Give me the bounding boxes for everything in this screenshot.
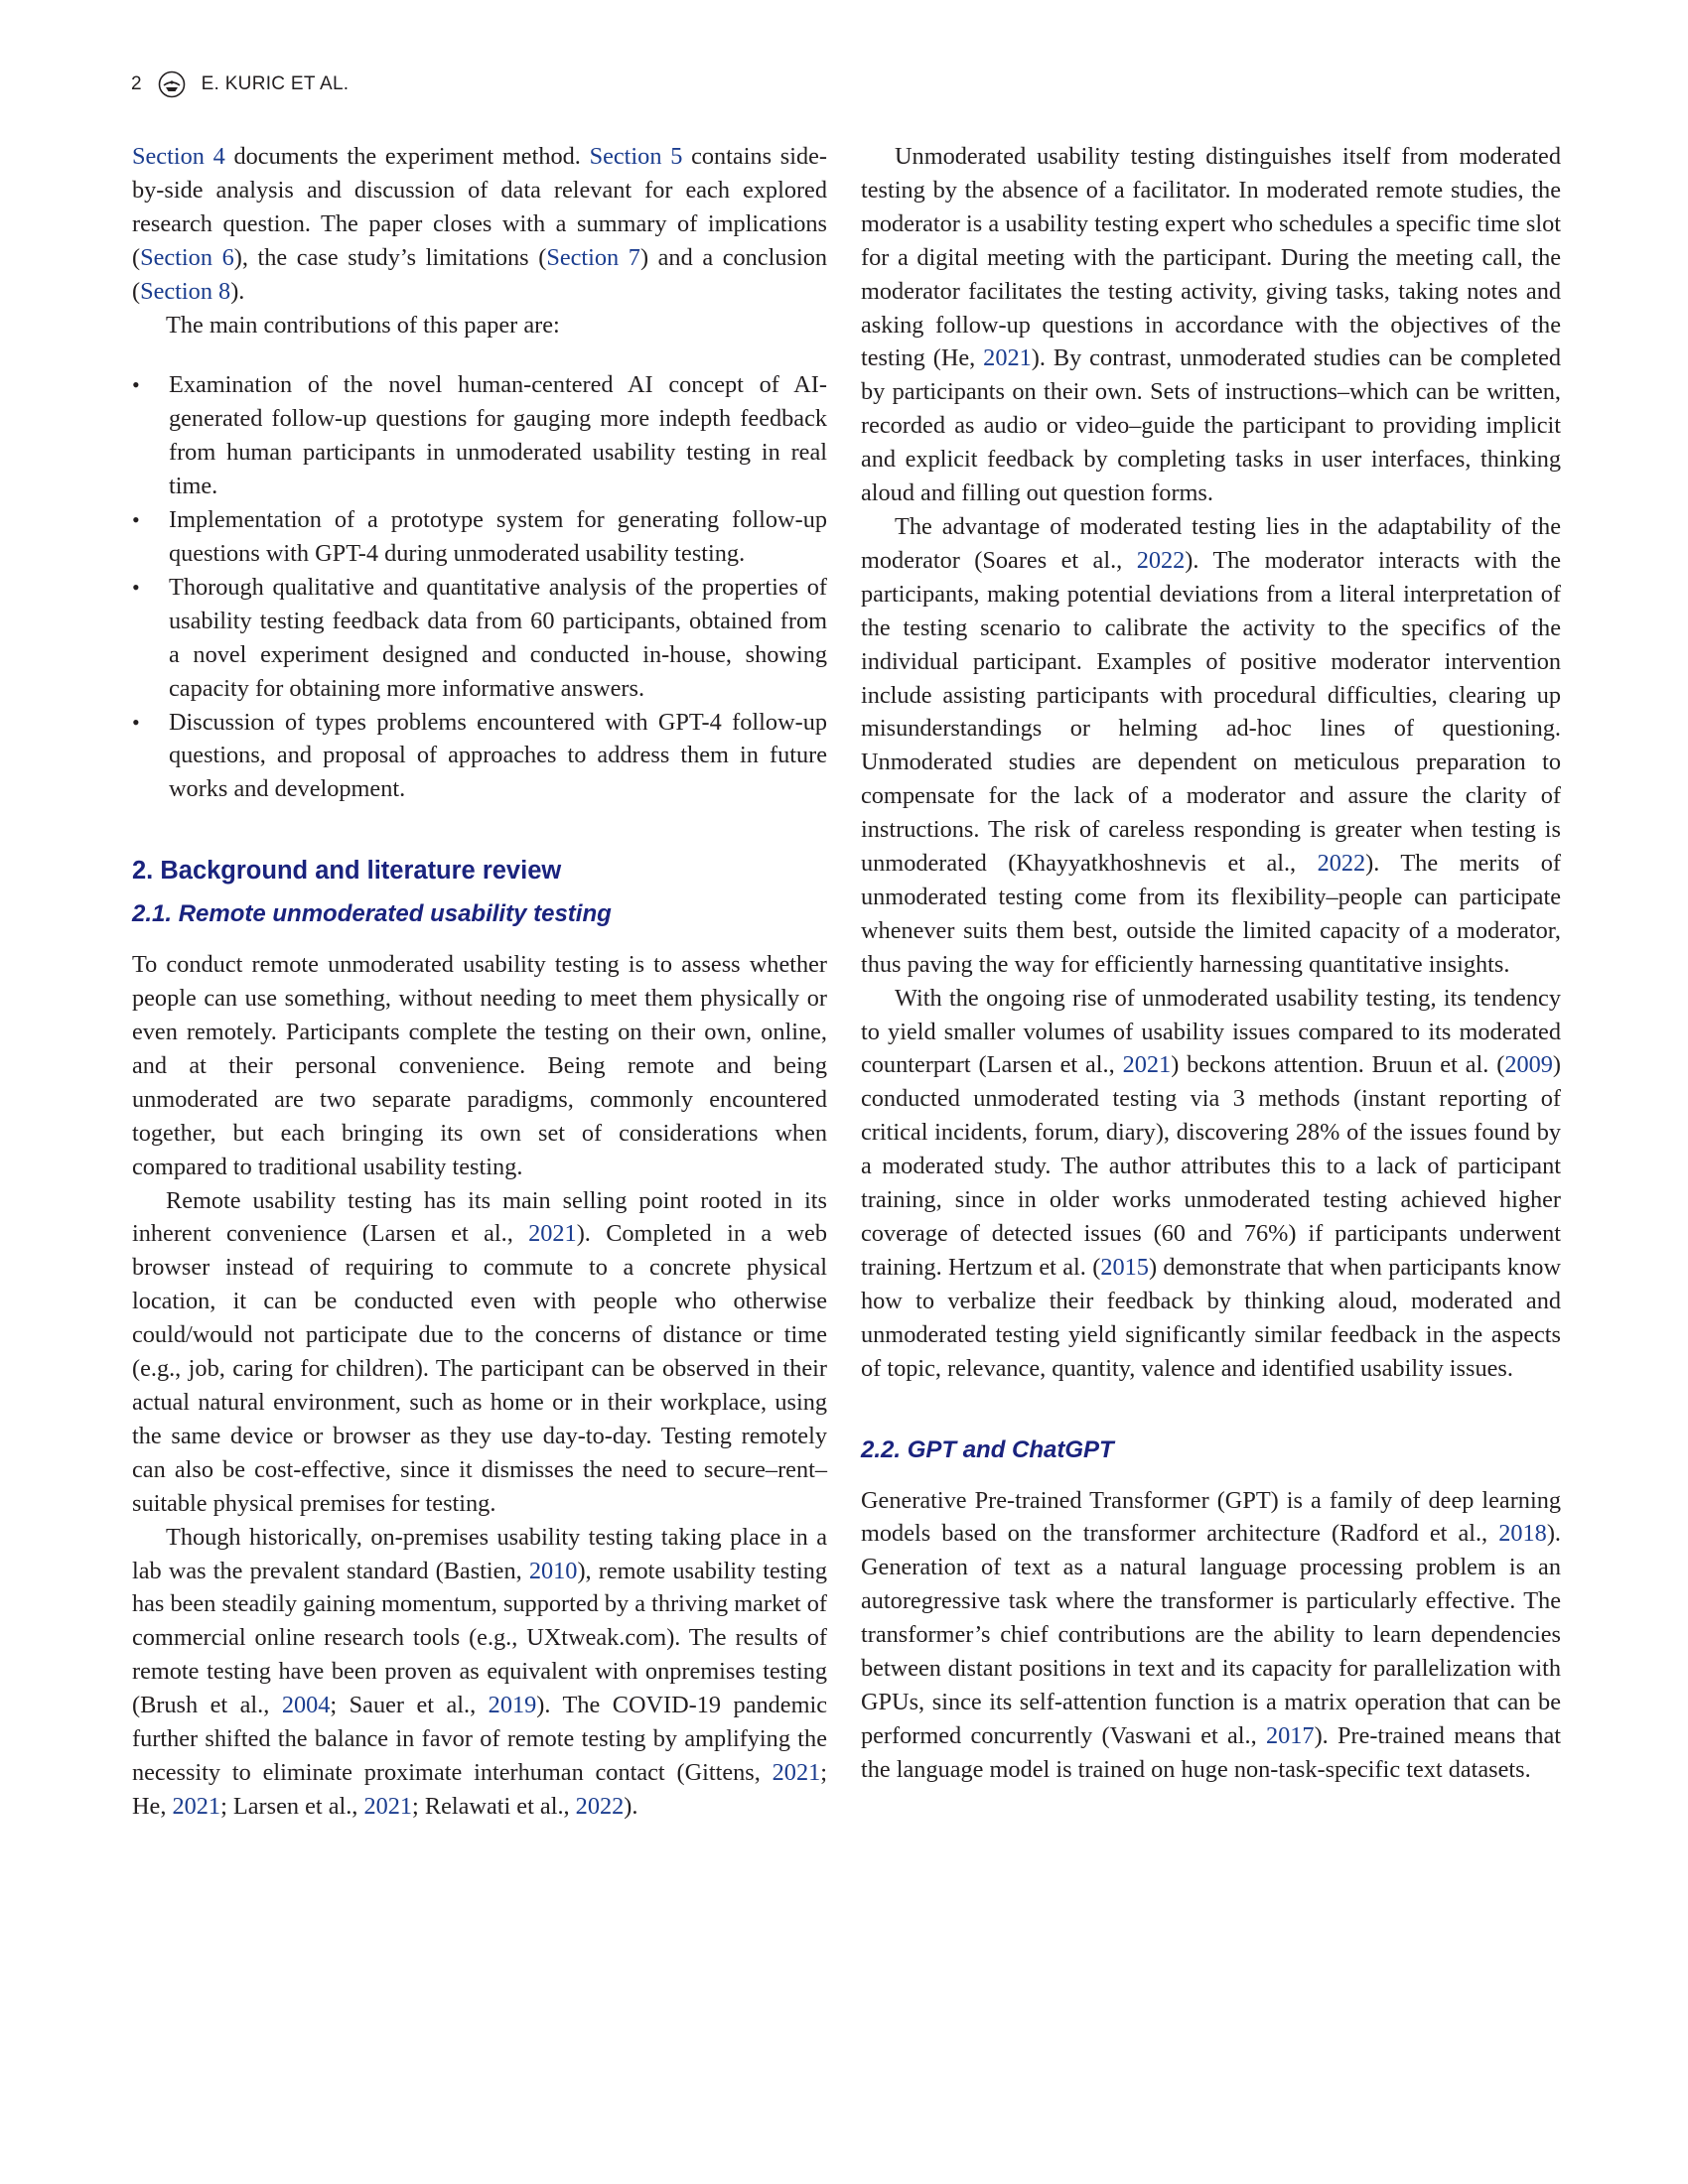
reference-link[interactable]: 2010 xyxy=(528,1557,578,1584)
text-run: ; Sauer et al., xyxy=(330,1692,489,1719)
text-run: ; Relawati et al., xyxy=(412,1792,576,1820)
text-run: ) conducted unmoderated testing via 3 methods (instant reporting of critical incidents, forum, diary), discovering 28% of the issues found by a moderated study. The author attributes this to a lack of participant training, since in older works unmoderated testing achieved higher coverage of detected issues (60 and 76%) if participants underwent training. Hertzum et al. ( xyxy=(861,1051,1561,1281)
body-paragraph xyxy=(861,510,1561,982)
left-column xyxy=(132,140,827,1824)
publisher-logo-icon xyxy=(158,70,186,98)
body-paragraph xyxy=(132,1184,827,1521)
text-run: Remote usability testing has its main selling point rooted in its inherent convenience (Larsen et al., xyxy=(132,1186,827,1248)
text-run: ; Larsen et al., xyxy=(220,1792,364,1820)
text-run: ). Pre-trained means that the language model is trained on huge non-task-specific text datasets. xyxy=(861,1721,1561,1783)
list-item xyxy=(132,571,827,706)
reference-link[interactable]: Section 7 xyxy=(546,243,640,271)
text-run: contains side-by-side analysis and discussion of data relevant for each explored research question. The paper closes with a summary of implications ( xyxy=(132,143,828,271)
text-run: ). Generation of text as a natural language processing problem is an autoregressive task where the transformer is particularly effective. The transformer’s chief contributions are the ability to learn dependencies between distant positions in text and its capacity for parallelization with GPUs, since its self-attention function is a matrix operation that can be performed concurrently (Vaswani et al., xyxy=(861,1520,1561,1749)
text-run: ). xyxy=(624,1792,638,1820)
reference-link[interactable]: 2021 xyxy=(528,1220,577,1248)
reference-link[interactable]: 2021 xyxy=(363,1792,413,1820)
reference-link[interactable]: 2021 xyxy=(172,1792,221,1820)
body-paragraph xyxy=(132,1521,827,1824)
page-number: 2 xyxy=(131,73,142,94)
text-run: With the ongoing rise of unmoderated usability testing, its tendency to yield smaller volumes of usability issues compared to its moderated counterpart (Larsen et al., xyxy=(861,984,1561,1079)
body-paragraph xyxy=(861,140,1561,510)
text-run: ). Completed in a web browser instead of requiring to commute to a concrete physical location, it can be conducted even with people who otherwise could/would not participate due to the concerns of distance or time (e.g., job, caring for children). The participant can be observed in their actual natural environment, such as home or in their workplace, using the same device or browser as they use day-to-day. Testing remotely can also be cost-effective, since it dismisses the need to secure–rent–suitable physical premises for testing. xyxy=(132,1220,827,1517)
contributions-list xyxy=(132,368,827,806)
reference-link[interactable]: Section 6 xyxy=(140,243,234,271)
text-run: Generative Pre-trained Transformer (GPT) is a family of deep learning models based on the transformer architecture (Radford et al., xyxy=(861,1486,1561,1548)
reference-link[interactable]: 2019 xyxy=(488,1692,537,1719)
right-column xyxy=(861,140,1561,1787)
bullet-icon: • xyxy=(132,709,140,735)
reference-link[interactable]: Section 5 xyxy=(589,143,683,170)
running-head xyxy=(131,69,349,99)
body-paragraph: To conduct remote unmoderated usability testing is to assess whether people can use something, without needing to meet them physically or even remotely. Participants complete the testing on their own, online, and at their personal convenience. Being remote and being unmoderated are two separate paradigms, commonly encountered together, but each bringing its own set of considerations when compared to traditional usability testing. xyxy=(132,951,827,1180)
body-paragraph xyxy=(861,1484,1561,1787)
list-item-text: Discussion of types problems encountered with GPT-4 follow-up questions, and proposal of approaches to address them in future works and development. xyxy=(169,708,827,803)
section-heading: 2. Background and literature review xyxy=(132,857,562,886)
text-run: ) and a conclusion ( xyxy=(132,243,827,305)
reference-link[interactable]: 2015 xyxy=(1100,1253,1149,1281)
text-run: ). The merits of unmoderated testing come from its flexibility–people can participate whenever suits them best, outside the limited capacity of a moderator, thus paving the way for efficiently harnessing quantitative insights. xyxy=(861,850,1561,978)
bullet-icon: • xyxy=(132,507,140,533)
bullet-icon: • xyxy=(132,372,140,398)
text-run: ). xyxy=(230,277,245,305)
list-item xyxy=(132,503,827,571)
text-run: ). The moderator interacts with the participants, making potential deviations from a literal interpretation of the testing scenario to calibrate the activity to the specifics of the individual participant. Examples of positive moderator intervention include assisting participants with procedural difficulties, clearing up misunderstandings or helming ad-hoc lines of questioning. Unmoderated studies are dependent on meticulous preparation to compensate for the lack of a moderator and assure the clarity of instructions. The risk of careless responding is greater when testing is unmoderated (Khayyatkhoshnevis et al., xyxy=(861,546,1561,878)
reference-link[interactable]: 2018 xyxy=(1498,1520,1547,1548)
text-run: ; He, xyxy=(132,1758,827,1820)
reference-link[interactable]: Section 8 xyxy=(140,277,231,305)
reference-link[interactable]: 2022 xyxy=(575,1792,625,1820)
contributions-intro: The main contributions of this paper are: xyxy=(166,311,560,339)
reference-link[interactable]: 2021 xyxy=(1122,1051,1172,1079)
list-item-text: Implementation of a prototype system for generating follow-up questions with GPT-4 during unmoderated usability testing. xyxy=(169,506,827,567)
text-run: Though historically, on-premises usability testing taking place in a lab was the prevalent standard (Bastien, xyxy=(132,1523,827,1584)
text-run: documents the experiment method. xyxy=(224,143,590,170)
running-head-authors: E. KURIC ET AL. xyxy=(201,73,350,94)
text-run: ), remote usability testing has been steadily gaining momentum, supported by a thriving market of commercial online research tools (e.g., UXtweak.com). The results of remote testing have been proven as equivalent with onpremises testing (Brush et al., xyxy=(132,1557,828,1719)
subsection-heading: 2.1. Remote unmoderated usability testing xyxy=(132,900,612,928)
bullet-icon: • xyxy=(132,574,140,600)
text-run: ). The COVID-19 pandemic further shifted the balance in favor of remote testing by amplifying the necessity to eliminate proximate interhuman contact (Gittens, xyxy=(132,1692,827,1786)
reference-link[interactable]: 2004 xyxy=(281,1692,331,1719)
text-run: The advantage of moderated testing lies in the adaptability of the moderator (Soares et al., xyxy=(861,512,1561,574)
list-item-text: Examination of the novel human-centered AI concept of AI-generated follow-up questions for gauging more indepth feedback from human participants in unmoderated usability testing in real time. xyxy=(169,371,827,500)
intro-paragraph xyxy=(132,140,827,309)
reference-link[interactable]: Section 4 xyxy=(132,143,225,170)
text-run: ). By contrast, unmoderated studies can be completed by participants on their own. Sets of instructions–which can be written, recorded as audio or video–guide the participant to providing implicit and explicit feedback by completing tasks in user interfaces, thinking aloud and filling out question forms. xyxy=(861,344,1562,507)
reference-link[interactable]: 2021 xyxy=(772,1758,821,1786)
body-paragraph xyxy=(861,982,1561,1386)
text-run: ) beckons attention. Bruun et al. ( xyxy=(1171,1051,1505,1079)
text-run: ), the case study’s limitations ( xyxy=(233,243,547,271)
reference-link[interactable]: 2017 xyxy=(1265,1721,1315,1749)
text-run: ) demonstrate that when participants know how to verbalize their feedback by thinking aloud, moderated and unmoderated testing yield significantly similar feedback in the aspects of topic, relevance, quantity, valence and identified usability issues. xyxy=(861,1253,1561,1382)
text-run: Unmoderated usability testing distinguishes itself from moderated testing by the absence of a facilitator. In moderated remote studies, the moderator is a usability testing expert who schedules a specific time slot for a digital meeting with the participant. During the meeting call, the moderator facilitates the testing activity, giving tasks, taking notes and asking follow-up questions in accordance with the objectives of the testing (He, xyxy=(861,143,1561,372)
list-item xyxy=(132,706,827,807)
list-item xyxy=(132,368,827,503)
reference-link[interactable]: 2022 xyxy=(1136,546,1186,574)
reference-link[interactable]: 2009 xyxy=(1504,1051,1553,1079)
reference-link[interactable]: 2022 xyxy=(1317,850,1366,878)
subsection-heading: 2.2. GPT and ChatGPT xyxy=(861,1435,1114,1463)
reference-link[interactable]: 2021 xyxy=(983,344,1032,372)
list-item-text: Thorough qualitative and quantitative analysis of the properties of usability testing feedback data from 60 participants, obtained from a novel experiment designed and conducted in-house, showing capacity for obtaining more informative answers. xyxy=(169,573,827,702)
